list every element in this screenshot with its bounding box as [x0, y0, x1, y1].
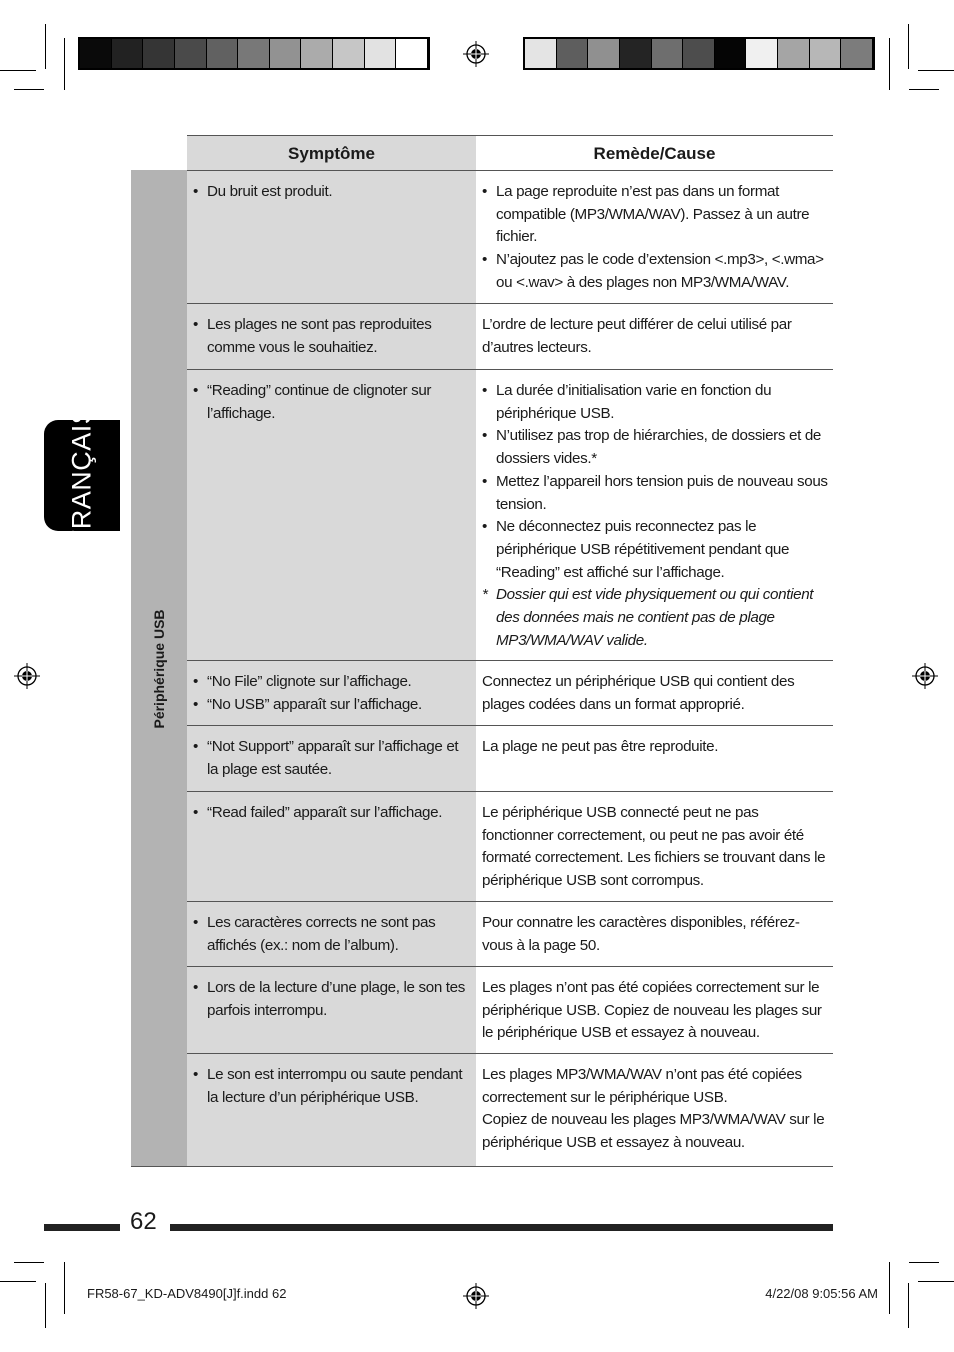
crop-mark: [889, 1262, 890, 1314]
table-row: [187, 170, 833, 304]
remedy-cell: [476, 304, 833, 370]
table-row: [187, 660, 833, 726]
color-swatch: [270, 39, 302, 68]
color-swatch: [620, 39, 652, 68]
remedy-text: Connectez un périphérique USB qui contient des plages codées dans un format approprié.: [482, 673, 795, 713]
color-swatch: [746, 39, 778, 68]
remedy-text: Le périphérique USB connecté peut ne pas fonctionner correctement, ou peut ne pas avoir été formaté correctement. Les fichiers se trouvant dans le périphérique USB sont corrompus.: [482, 804, 826, 890]
remedy-cell: [476, 902, 833, 967]
color-swatch: [652, 39, 684, 68]
crop-mark: [64, 38, 65, 90]
symptom-item: • “Not Support” apparaît sur l’affichage et la plage est sautée.: [193, 736, 470, 781]
remedy-text: Les plages MP3/WMA/WAV n’ont pas été copiées correctement sur le périphérique USB.: [482, 1066, 802, 1106]
crop-mark: [918, 70, 954, 71]
remedy-item: • N’utilisez pas trop de hiérarchies, de dossiers et de dossiers vides.*: [482, 425, 829, 470]
remedy-cell: [476, 171, 833, 304]
remedy-item: • La durée d’initialisation varie en fonction du périphérique USB.: [482, 380, 829, 425]
symptom-cell: [187, 967, 476, 1054]
remedy-cell: [476, 1054, 833, 1167]
crop-mark: [908, 24, 909, 69]
color-bar-left: [78, 37, 430, 70]
color-swatch: [143, 39, 175, 68]
remedy-cell: [476, 967, 833, 1054]
color-swatch: [301, 39, 333, 68]
crop-mark: [909, 1262, 939, 1263]
crop-mark: [909, 89, 939, 90]
color-swatch: [778, 39, 810, 68]
remedy-text: L’ordre de lecture peut différer de celui utilisé par d’autres lecteurs.: [482, 316, 792, 356]
crop-mark: [45, 1283, 46, 1328]
color-swatch: [112, 39, 144, 68]
remedy-cell: [476, 726, 833, 792]
registration-mark-icon: [463, 1283, 489, 1309]
symptom-item: • “Read failed” apparaît sur l’affichage.: [193, 802, 470, 825]
page-number: 62: [130, 1208, 157, 1235]
symptom-cell: [187, 304, 476, 370]
symptom-cell: [187, 792, 476, 902]
symptom-item: • Le son est interrompu ou saute pendant la lecture d’un périphérique USB.: [193, 1064, 470, 1109]
symptom-item: • Les plages ne sont pas reproduites comme vous le souhaitiez.: [193, 314, 470, 359]
remedy-item: • N’ajoutez pas le code d’extension <.mp3>, <.wma> ou <.wav> à des plages non MP3/WMA/WAV.: [482, 249, 829, 294]
color-swatch: [333, 39, 365, 68]
color-swatch: [365, 39, 397, 68]
crop-mark: [918, 1281, 954, 1282]
header-symptom: Symptôme: [187, 135, 476, 171]
footer-filename: FR58-67_KD-ADV8490[J]f.indd 62: [87, 1286, 287, 1301]
symptom-cell: [187, 902, 476, 967]
crop-mark: [908, 1283, 909, 1328]
color-swatch: [238, 39, 270, 68]
table-row: [187, 1053, 833, 1167]
table-row: [187, 901, 833, 967]
symptom-item: • Lors de la lecture d’une plage, le son tes parfois interrompu.: [193, 977, 470, 1022]
remedy-cell: [476, 661, 833, 726]
remedy-item: • Ne déconnectez puis reconnectez pas le périphérique USB répétitivement pendant que “Reading” est affiché sur l’affichage.: [482, 516, 829, 584]
remedy-cell: [476, 370, 833, 661]
crop-mark: [889, 38, 890, 90]
language-tab-label: FRANÇAIS: [66, 405, 97, 546]
remedy-text: La plage ne peut pas être reproduite.: [482, 738, 719, 755]
remedy-text: Les plages n’ont pas été copiées correctement sur le périphérique USB. Copiez de nouveau les plages sur le périphérique USB et essayez à nouveau.: [482, 979, 822, 1042]
symptom-cell: [187, 1054, 476, 1167]
crop-mark: [14, 1262, 44, 1263]
symptom-item: • “Reading” continue de clignoter sur l’affichage.: [193, 380, 470, 425]
footer-date: 4/22/08 9:05:56 AM: [765, 1286, 878, 1301]
symptom-cell: [187, 370, 476, 661]
language-tab: [44, 405, 120, 546]
symptom-cell: [187, 661, 476, 726]
table-row: [187, 725, 833, 792]
crop-mark: [0, 70, 36, 71]
color-bar-right: [523, 37, 875, 70]
page-rule-right: [170, 1224, 833, 1231]
crop-mark: [0, 1281, 36, 1282]
remedy-item: • Mettez l’appareil hors tension puis de nouveau sous tension.: [482, 471, 829, 516]
page-rule-left: [44, 1224, 120, 1231]
remedy-text: Pour connatre les caractères disponibles, référez-vous à la page 50.: [482, 914, 800, 954]
crop-mark: [64, 1262, 65, 1314]
symptom-item: • “No File” clignote sur l’affichage.: [193, 671, 470, 694]
crop-mark: [45, 24, 46, 69]
troubleshooting-table: [131, 135, 833, 1167]
color-swatch: [841, 39, 873, 68]
color-swatch: [588, 39, 620, 68]
color-swatch: [525, 39, 557, 68]
color-swatch: [810, 39, 842, 68]
table-row: [187, 369, 833, 661]
header-remedy: Remède/Cause: [476, 135, 833, 171]
table-row: [187, 791, 833, 902]
registration-mark-icon: [463, 41, 489, 67]
table-bottom-rule: [131, 1166, 833, 1167]
symptom-item: • Les caractères corrects ne sont pas affichés (ex.: nom de l’album).: [193, 912, 470, 957]
remedy-cell: [476, 792, 833, 902]
symptom-item: • “No USB” apparaît sur l’affichage.: [193, 694, 470, 717]
table-row: [187, 303, 833, 370]
remedy-item: • La page reproduite n’est pas dans un format compatible (MP3/WMA/WAV). Passez à un autre fichier.: [482, 181, 829, 249]
table-row: [187, 966, 833, 1054]
crop-mark: [14, 89, 44, 90]
color-swatch: [80, 39, 112, 68]
footnote: * Dossier qui est vide physiquement ou qui contient des données mais ne contient pas de plage MP3/WMA/WAV valide.: [482, 584, 829, 652]
color-swatch: [715, 39, 747, 68]
remedy-text: Copiez de nouveau les plages MP3/WMA/WAV sur le périphérique USB et essayez à nouveau.: [482, 1111, 825, 1152]
color-swatch: [557, 39, 589, 68]
color-swatch: [175, 39, 207, 68]
symptom-cell: [187, 171, 476, 304]
registration-mark-icon: [912, 663, 938, 689]
color-swatch: [396, 39, 428, 68]
color-swatch: [683, 39, 715, 68]
symptom-item: • Du bruit est produit.: [193, 181, 470, 204]
category-column: [131, 170, 187, 1167]
color-swatch: [207, 39, 239, 68]
registration-mark-icon: [14, 663, 40, 689]
symptom-cell: [187, 726, 476, 792]
category-label: Périphérique USB: [151, 608, 167, 729]
